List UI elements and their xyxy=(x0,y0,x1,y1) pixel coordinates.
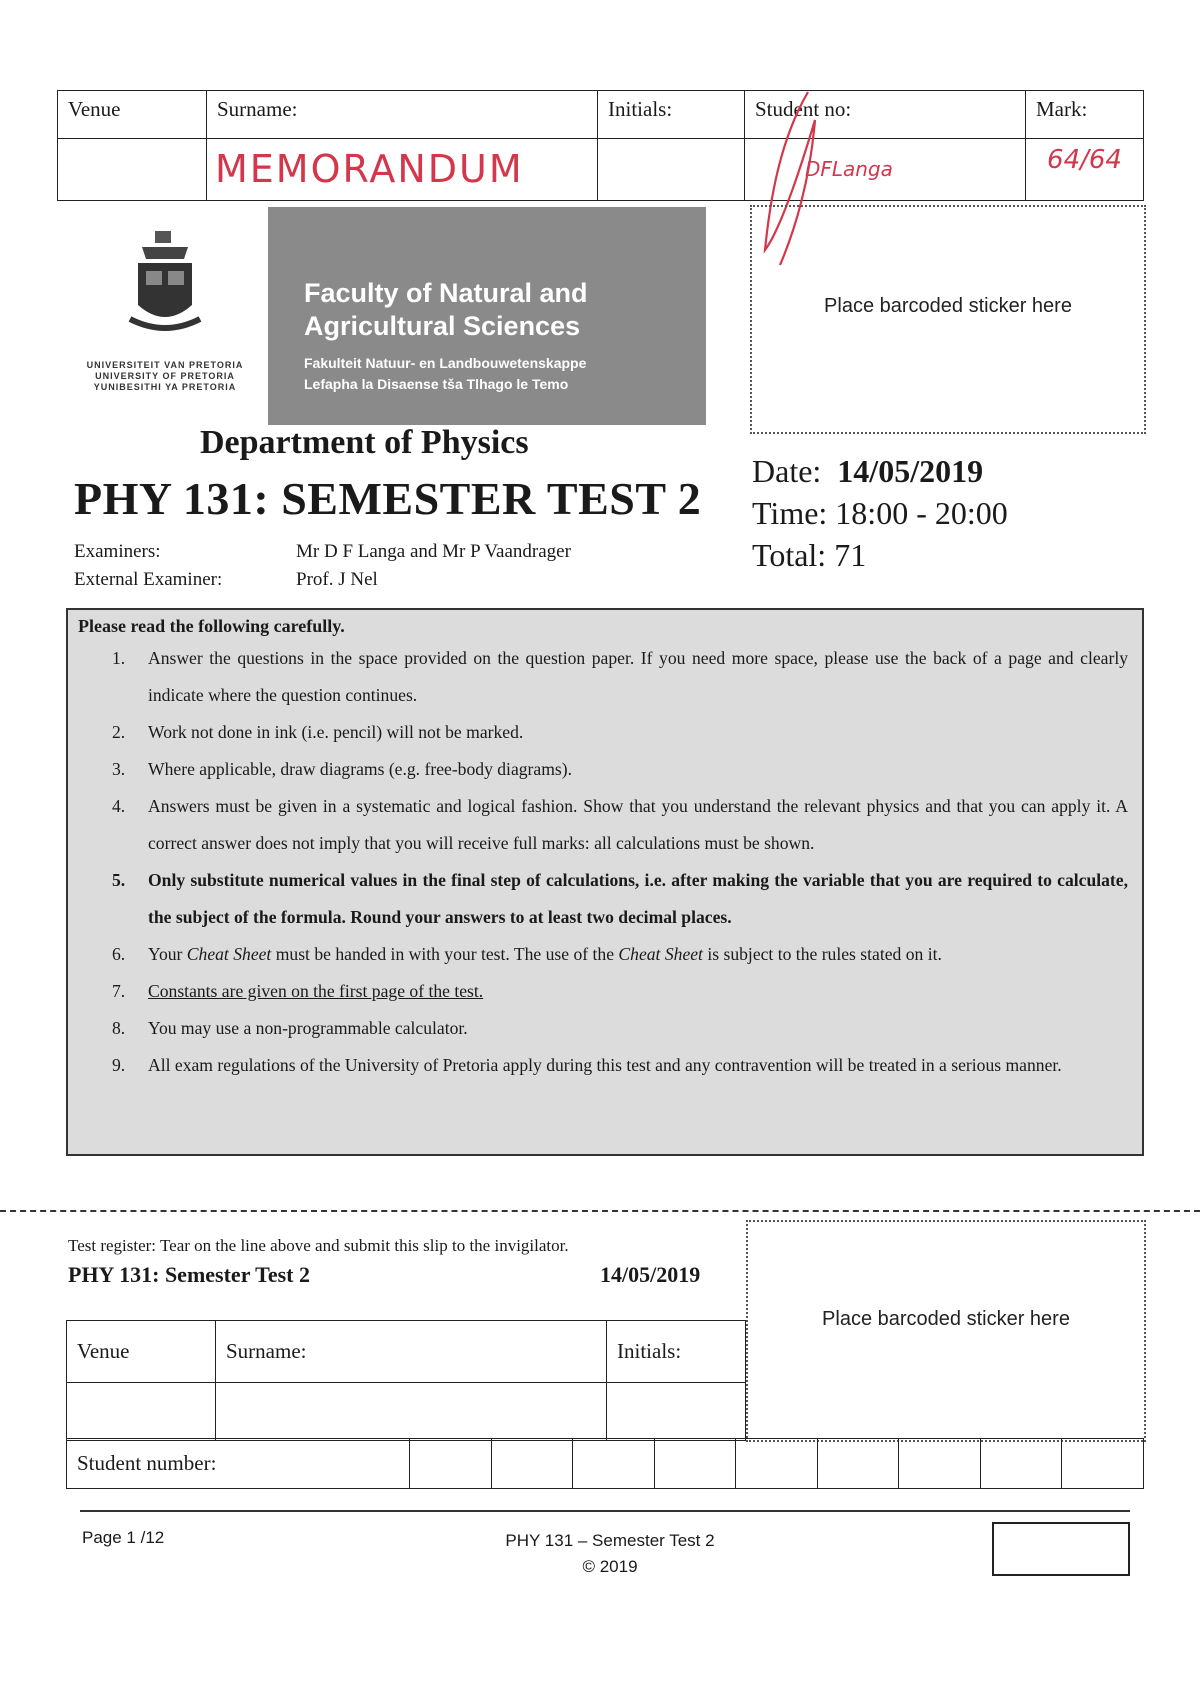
instruction-item: 3. Where applicable, draw diagrams (e.g. free-body diagrams). xyxy=(112,759,573,779)
slip-student-number-row xyxy=(66,1438,1144,1489)
barcode-label: Place barcoded sticker here xyxy=(824,295,1072,317)
student-number-digit-cell[interactable] xyxy=(491,1439,573,1489)
university-name-af: UNIVERSITEIT VAN PRETORIA xyxy=(86,360,244,370)
slip-title: PHY 131: Semester Test 2 xyxy=(68,1262,310,1287)
instruction-item: 2. Work not done in ink (i.e. pencil) will not be marked. xyxy=(112,722,524,742)
date-value: 14/05/2019 xyxy=(837,453,984,489)
department-title: Department of Physics xyxy=(200,424,529,461)
date-row xyxy=(752,450,1008,492)
slip-initials-label: Initials: xyxy=(607,1321,746,1383)
external-examiner-value: Prof. J Nel xyxy=(296,569,378,590)
total-label: Total: xyxy=(752,537,827,573)
test-meta xyxy=(752,450,1008,576)
slip-venue-field[interactable] xyxy=(67,1383,216,1441)
time-value: 18:00 - 20:00 xyxy=(835,495,1008,531)
faculty-banner xyxy=(268,207,706,425)
signature: DFLanga xyxy=(805,157,893,181)
examiners-block xyxy=(74,538,571,594)
surname-handwritten: MEMORANDUM xyxy=(215,147,524,191)
venue-label: Venue xyxy=(58,91,207,139)
university-name-ns: YUNIBESITHI YA PRETORIA xyxy=(93,382,237,392)
surname-label: Surname: xyxy=(207,91,598,139)
external-examiner-label: External Examiner: xyxy=(74,569,223,590)
faculty-title-line1: Faculty of Natural and xyxy=(304,278,588,308)
instruction-item: 6. Your Cheat Sheet must be handed in with your test. The use of the Cheat Sheet is subject to the rules stated on it. xyxy=(112,944,942,964)
tear-line xyxy=(0,1210,1200,1212)
slip-initials-field[interactable] xyxy=(607,1383,746,1441)
student-number-digit-cell[interactable] xyxy=(899,1439,981,1489)
instruction-item: 1. Answer the questions in the space provided on the question paper. If you need more space, please use the back of a page and clearly indicate where the question continues. xyxy=(112,648,1128,705)
footer-mark-box[interactable] xyxy=(992,1522,1130,1576)
time-row xyxy=(752,492,1008,534)
total-value: 71 xyxy=(834,537,867,573)
slip-barcode-label: Place barcoded sticker here xyxy=(822,1308,1070,1330)
instruction-item: 9. All exam regulations of the University of Pretoria apply during this test and any contravention will be treated in a serious manner. xyxy=(112,1055,1062,1075)
slip-student-number-label: Student number: xyxy=(67,1439,410,1489)
student-number-digit-cell[interactable] xyxy=(410,1439,492,1489)
university-crest-icon xyxy=(80,225,250,345)
barcode-sticker-area xyxy=(750,205,1146,434)
student-number-digit-cell[interactable] xyxy=(980,1439,1062,1489)
slip-date: 14/05/2019 xyxy=(600,1262,701,1287)
instruction-item: 4. Answers must be given in a systematic and logical fashion. Show that you understand the relevant physics and that you can apply it. A correct answer does not imply that you will receive full marks: all calculations must be shown. xyxy=(112,796,1128,853)
slip-table xyxy=(66,1320,746,1441)
total-row xyxy=(752,534,1008,576)
student-number-digit-cell[interactable] xyxy=(654,1439,736,1489)
mark-value: 64/64 xyxy=(1047,145,1122,175)
initials-label: Initials: xyxy=(598,91,745,139)
footer-copyright: © 2019 xyxy=(582,1557,638,1576)
time-label: Time: xyxy=(752,495,828,531)
slip-barcode-sticker-area xyxy=(746,1220,1146,1442)
examiners-label: Examiners: xyxy=(74,541,161,562)
footer-center xyxy=(420,1528,800,1580)
slip-instruction: Test register: Tear on the line above and submit this slip to the invigilator. xyxy=(68,1236,569,1255)
examiners-value: Mr D F Langa and Mr P Vaandrager xyxy=(296,541,571,562)
footer-course: PHY 131 – Semester Test 2 xyxy=(505,1531,715,1550)
slip-venue-label: Venue xyxy=(67,1321,216,1383)
faculty-subtitle-line2: Lefapha la Disaense tša Tlhago le Temo xyxy=(304,376,569,392)
faculty-subtitle-line1: Fakulteit Natuur- en Landbouwetenskappe xyxy=(304,355,587,371)
instruction-item: 8. You may use a non-programmable calculator. xyxy=(112,1018,468,1038)
mark-label: Mark: xyxy=(1026,91,1144,139)
instructions-list xyxy=(68,640,1128,1084)
mark-field[interactable] xyxy=(1026,139,1144,201)
university-logo xyxy=(80,225,250,395)
footer-page-number: Page 1 /12 xyxy=(82,1528,165,1547)
slip-surname-field[interactable] xyxy=(216,1383,607,1441)
instruction-item: 7. Constants are given on the first page of the test. xyxy=(112,981,484,1001)
instruction-item: 5. Only substitute numerical values in the final step of calculations, i.e. after making the variable that you are required to calculate, the subject of the formula. Round your answers to at least two decimal places. xyxy=(112,870,1128,927)
header-table xyxy=(57,90,1144,201)
instructions-box xyxy=(66,608,1144,1156)
date-label: Date: xyxy=(752,453,822,489)
student-number-digit-cell[interactable] xyxy=(817,1439,899,1489)
venue-field[interactable] xyxy=(58,139,207,201)
student-number-digit-cell[interactable] xyxy=(1062,1439,1144,1489)
instructions-heading: Please read the following carefully. xyxy=(78,616,345,636)
test-title: PHY 131: SEMESTER TEST 2 xyxy=(74,473,702,524)
initials-field[interactable] xyxy=(598,139,745,201)
faculty-title-line2: Agricultural Sciences xyxy=(304,311,581,341)
student-number-digit-cell[interactable] xyxy=(573,1439,655,1489)
student-number-digit-cell[interactable] xyxy=(736,1439,818,1489)
footer-rule xyxy=(80,1510,1130,1512)
student-no-label: Student no: xyxy=(745,91,1026,139)
slip-surname-label: Surname: xyxy=(216,1321,607,1383)
surname-field[interactable] xyxy=(207,139,598,201)
university-name-en: UNIVERSITY OF PRETORIA xyxy=(95,371,235,381)
